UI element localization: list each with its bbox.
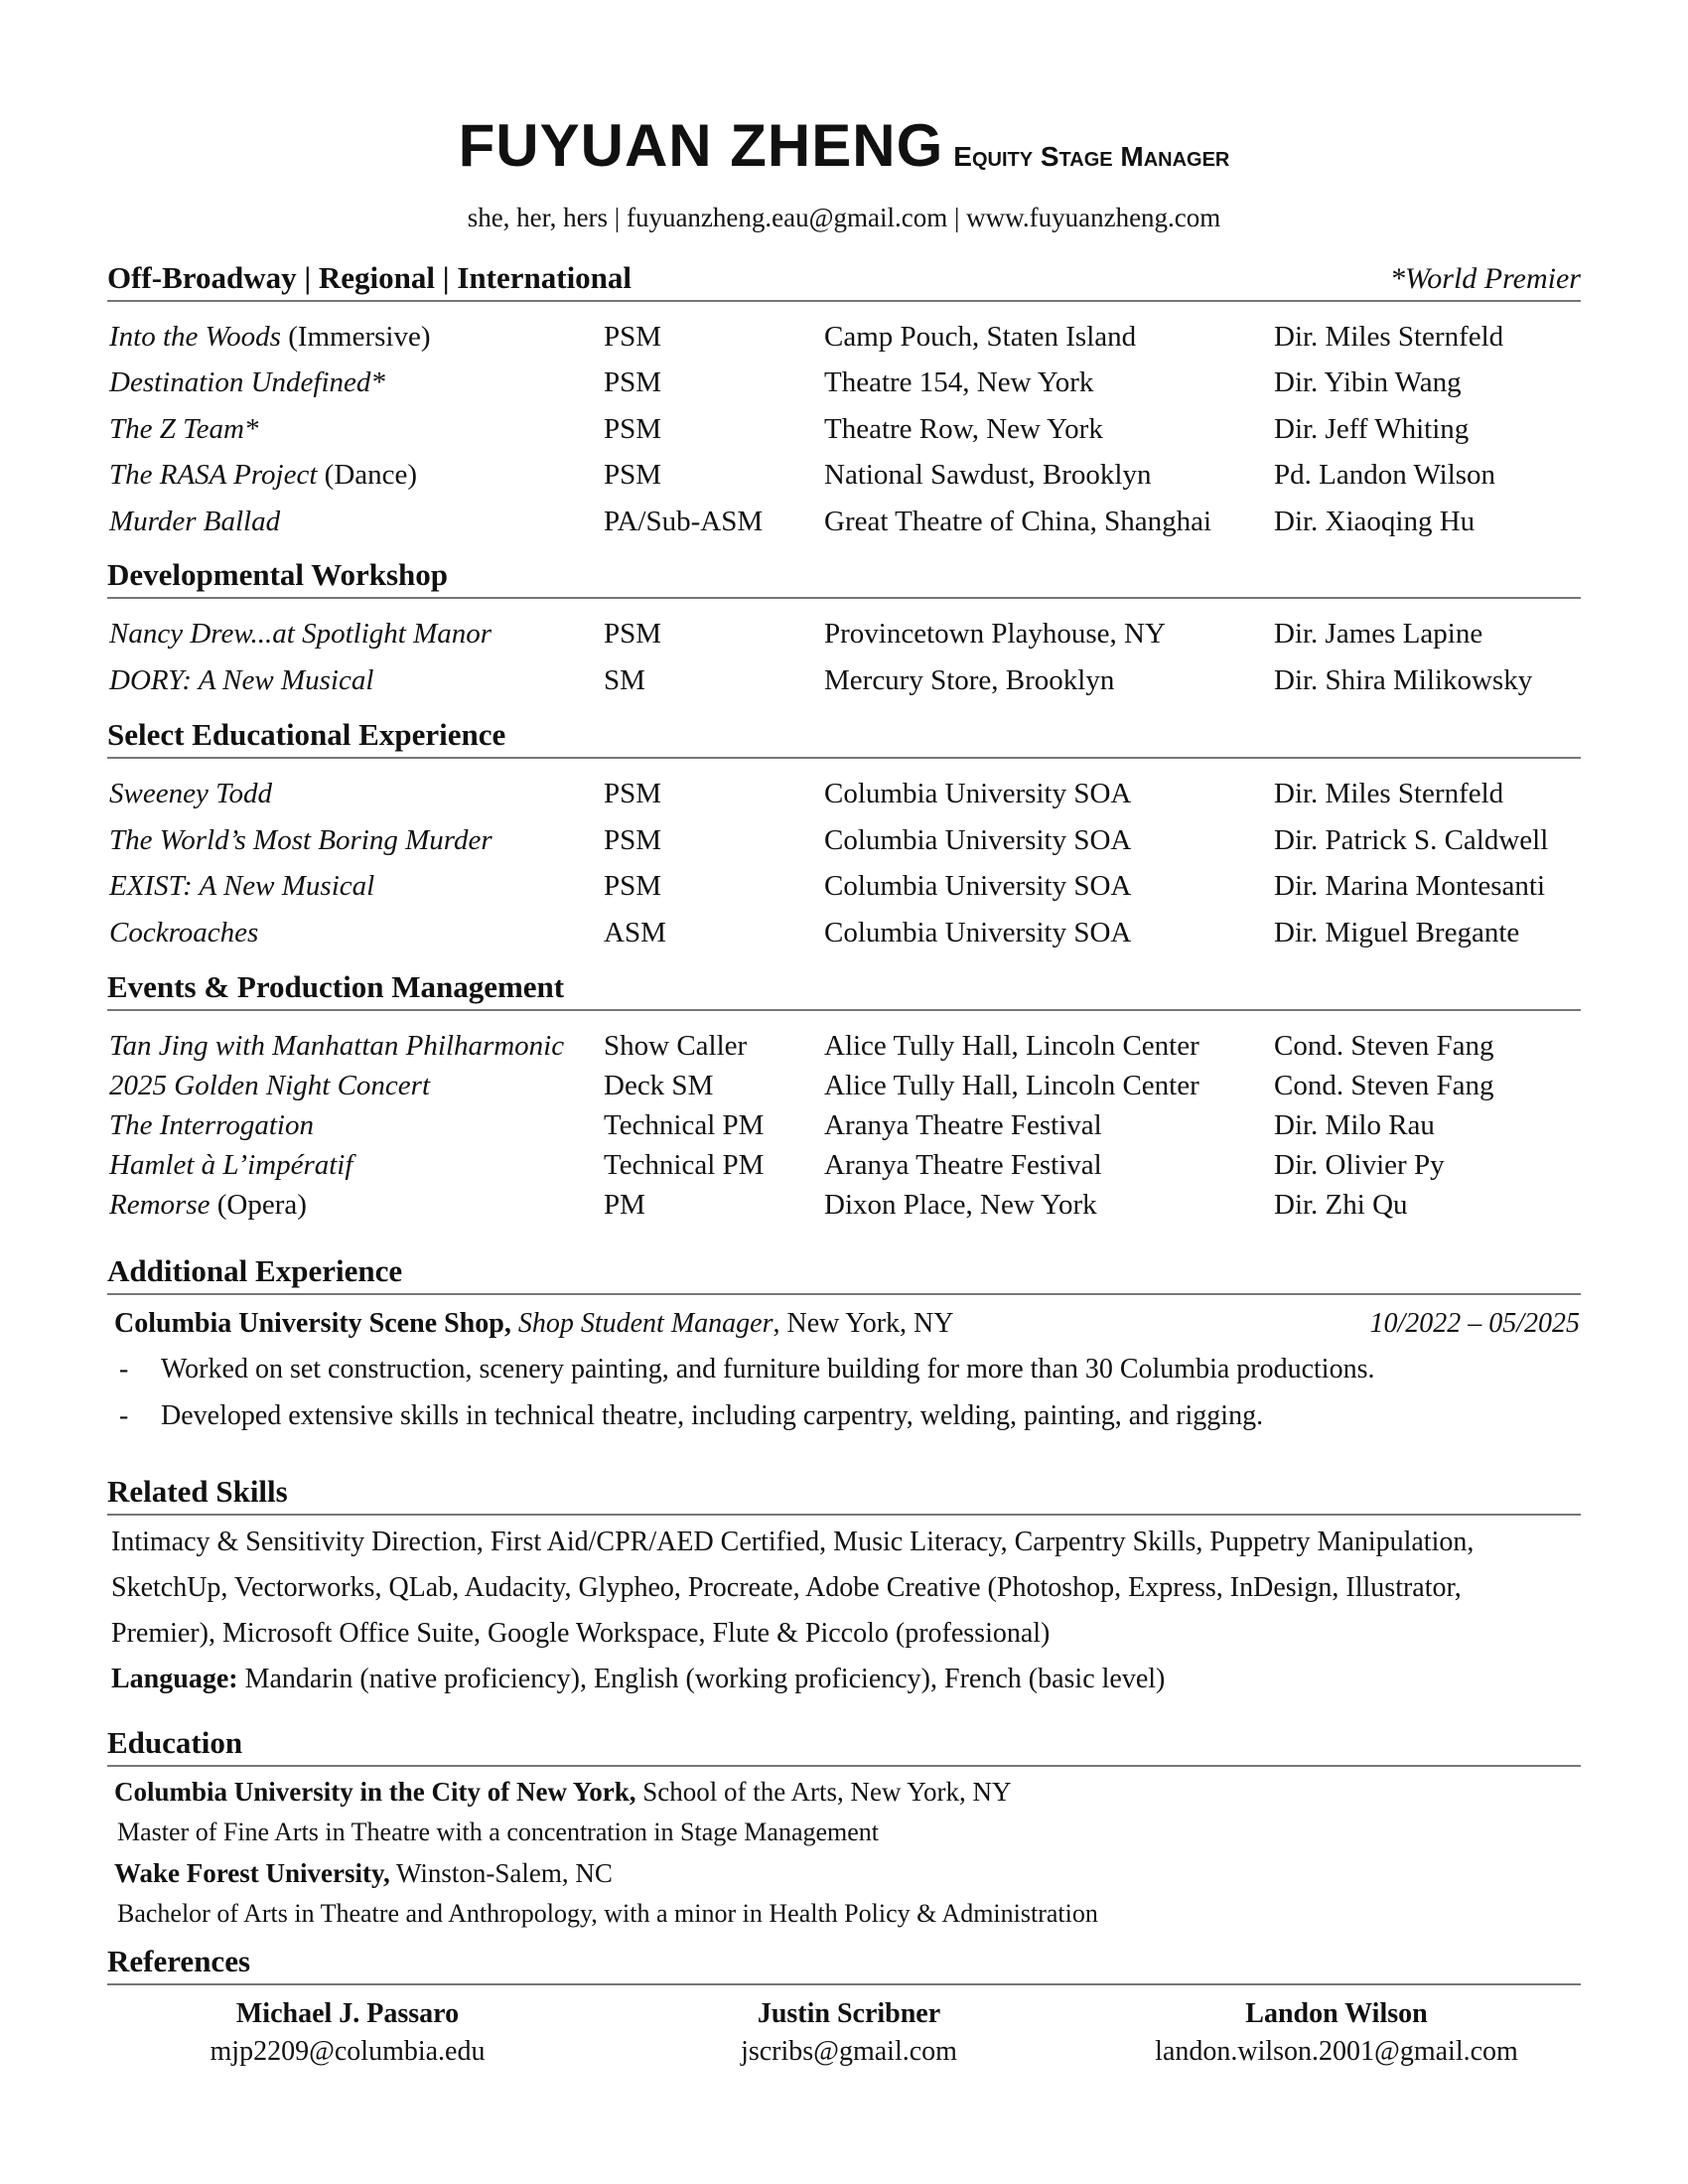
credit-venue: Columbia University SOA <box>824 824 1132 856</box>
job-location: , New York, NY <box>773 1308 954 1339</box>
section-additional-heading <box>107 1253 1581 1295</box>
credit-row <box>0 459 1688 499</box>
credit-role: PSM <box>604 366 662 398</box>
credit-director: Dir. James Lapine <box>1274 618 1483 650</box>
credit-director: Pd. Landon Wilson <box>1274 459 1496 491</box>
section-educational-heading <box>107 717 1581 759</box>
section-title: References <box>107 1944 251 1978</box>
reference-entry <box>99 1998 596 2068</box>
credit-show: The Interrogation <box>109 1109 314 1141</box>
language-label: Language: <box>111 1664 238 1694</box>
education-degree: Bachelor of Arts in Theatre and Anthropology, with a minor in Health Policy & Administration <box>117 1899 1098 1928</box>
credit-show: The RASA Project (Dance) <box>109 459 418 491</box>
credit-venue: Dixon Place, New York <box>824 1189 1097 1221</box>
credit-show: Sweeney Todd <box>109 778 273 809</box>
section-events-heading <box>107 969 1581 1011</box>
credit-row <box>0 1189 1688 1229</box>
credit-row <box>0 1149 1688 1189</box>
credit-show: Destination Undefined* <box>109 366 385 398</box>
credit-venue: Columbia University SOA <box>824 917 1132 948</box>
credit-row <box>0 618 1688 657</box>
reference-email: landon.wilson.2001@gmail.com <box>1155 2036 1518 2067</box>
reference-email: mjp2209@columbia.edu <box>210 2036 486 2067</box>
credit-show: Remorse (Opera) <box>109 1189 307 1221</box>
candidate-title: Equity Stage Manager <box>953 141 1230 172</box>
credit-director: Dir. Miles Sternfeld <box>1274 778 1504 809</box>
credit-venue: Great Theatre of China, Shanghai <box>824 506 1212 537</box>
language-text: Mandarin (native proficiency), English (working proficiency), French (basic level) <box>237 1664 1166 1694</box>
credit-role: Technical PM <box>604 1149 765 1181</box>
credit-show: Hamlet à L’impératif <box>109 1149 353 1181</box>
credit-row <box>0 824 1688 864</box>
job-bullet: - Worked on set construction, scenery painting, and furniture building for more than 30 Columbia productions. <box>119 1354 1375 1384</box>
credit-director: Dir. Milo Rau <box>1274 1109 1435 1141</box>
section-skills-heading <box>107 1474 1581 1516</box>
section-education-heading <box>107 1725 1581 1767</box>
credit-director: Dir. Xiaoqing Hu <box>1274 506 1476 537</box>
credit-director: Dir. Patrick S. Caldwell <box>1274 824 1549 856</box>
credit-role: Technical PM <box>604 1109 765 1141</box>
credit-venue: Aranya Theatre Festival <box>824 1149 1102 1181</box>
credit-venue: Mercury Store, Brooklyn <box>824 664 1115 696</box>
reference-email: jscribs@gmail.com <box>741 2036 957 2067</box>
education-degree: Master of Fine Arts in Theatre with a concentration in Stage Management <box>117 1818 880 1846</box>
credit-row <box>0 506 1688 545</box>
credit-role: PSM <box>604 459 662 491</box>
credit-venue: National Sawdust, Brooklyn <box>824 459 1152 491</box>
credit-venue: Columbia University SOA <box>824 778 1132 809</box>
credit-director: Cond. Steven Fang <box>1274 1030 1494 1062</box>
credit-row <box>0 1030 1688 1070</box>
credit-director: Cond. Steven Fang <box>1274 1070 1494 1101</box>
credit-venue: Alice Tully Hall, Lincoln Center <box>824 1070 1199 1101</box>
credit-row <box>0 664 1688 704</box>
section-title: Off-Broadway | Regional | International <box>107 260 633 295</box>
credit-venue: Aranya Theatre Festival <box>824 1109 1102 1141</box>
credit-row <box>0 778 1688 817</box>
credit-director: Dir. Yibin Wang <box>1274 366 1462 398</box>
credit-show: DORY: A New Musical <box>109 664 374 696</box>
credit-role: PSM <box>604 778 662 809</box>
job-position: Shop Student Manager <box>517 1308 774 1339</box>
reference-name: Justin Scribner <box>757 1998 941 2029</box>
skills-line: Intimacy & Sensitivity Direction, First Aid/CPR/AED Certified, Music Literacy, Carpentry Skills, Puppetry Manipulation, <box>111 1527 1475 1557</box>
reference-name: Landon Wilson <box>1245 1998 1428 2029</box>
credit-show: The Z Team* <box>109 413 259 445</box>
credit-row <box>0 413 1688 453</box>
credit-venue: Columbia University SOA <box>824 870 1132 902</box>
credit-role: PSM <box>604 870 662 902</box>
credit-director: Dir. Miles Sternfeld <box>1274 321 1504 353</box>
credit-show: Nancy Drew...at Spotlight Manor <box>109 618 492 650</box>
credit-role: PA/Sub-ASM <box>604 506 764 537</box>
section-title: Events & Production Management <box>107 969 565 1004</box>
section-workshop-heading <box>107 557 1581 599</box>
job-org: Columbia University Scene Shop, <box>114 1308 511 1339</box>
credit-role: ASM <box>604 917 666 948</box>
reference-entry <box>1088 1998 1585 2068</box>
section-references-heading <box>107 1944 1581 1985</box>
credit-show: The World’s Most Boring Murder <box>109 824 492 856</box>
credit-row <box>0 366 1688 406</box>
credit-show: EXIST: A New Musical <box>109 870 375 902</box>
section-title: Additional Experience <box>107 1253 403 1288</box>
candidate-name: FUYUAN ZHENG <box>458 112 944 179</box>
credit-director: Dir. Miguel Bregante <box>1274 917 1520 948</box>
skills-line: SketchUp, Vectorworks, QLab, Audacity, Glypheo, Procreate, Adobe Creative (Photoshop, Express, InDesign, Illustrator, <box>111 1572 1462 1603</box>
credit-director: Dir. Jeff Whiting <box>1274 413 1470 445</box>
world-premier-note: *World Premier <box>1390 262 1581 295</box>
skills-line: Premier), Microsoft Office Suite, Google Workspace, Flute & Piccolo (professional) <box>111 1618 1051 1649</box>
credit-show: Tan Jing with Manhattan Philharmonic <box>109 1030 565 1062</box>
credit-role: PSM <box>604 321 662 353</box>
credit-row <box>0 321 1688 361</box>
credit-role: PSM <box>604 618 662 650</box>
credit-row <box>0 917 1688 956</box>
education-school: Wake Forest University, Winston-Salem, NC <box>114 1858 613 1888</box>
credit-show: 2025 Golden Night Concert <box>109 1070 431 1101</box>
credit-row <box>0 870 1688 910</box>
credit-venue: Camp Pouch, Staten Island <box>824 321 1137 353</box>
credit-show: Murder Ballad <box>109 506 281 537</box>
section-offbroadway-heading <box>107 260 1581 302</box>
credit-row <box>0 1109 1688 1149</box>
credit-venue: Theatre Row, New York <box>824 413 1103 445</box>
resume-header <box>0 111 1688 180</box>
education-school: Columbia University in the City of New York, School of the Arts, New York, NY <box>114 1777 1012 1807</box>
credit-show: Into the Woods (Immersive) <box>109 321 431 353</box>
section-title: Related Skills <box>107 1474 288 1509</box>
credit-venue: Theatre 154, New York <box>824 366 1094 398</box>
contact-line: she, her, hers | fuyuanzheng.eau@gmail.com | www.fuyuanzheng.com <box>467 203 1221 232</box>
job-entry <box>114 1308 1580 1340</box>
credit-role: Show Caller <box>604 1030 748 1062</box>
reference-name: Michael J. Passaro <box>235 1998 460 2029</box>
language-line <box>111 1664 1165 1695</box>
reference-entry <box>601 1998 1097 2068</box>
credit-director: Dir. Zhi Qu <box>1274 1189 1408 1221</box>
section-title: Select Educational Experience <box>107 717 506 752</box>
credit-role: Deck SM <box>604 1070 714 1101</box>
credit-director: Dir. Marina Montesanti <box>1274 870 1546 902</box>
credit-role: PM <box>604 1189 645 1221</box>
credit-role: PSM <box>604 413 662 445</box>
credit-role: SM <box>604 664 645 696</box>
credit-venue: Alice Tully Hall, Lincoln Center <box>824 1030 1199 1062</box>
job-dates: 10/2022 – 05/2025 <box>1369 1308 1580 1339</box>
job-bullet: - Developed extensive skills in technical theatre, including carpentry, welding, painting, and rigging. <box>119 1400 1264 1431</box>
credit-role: PSM <box>604 824 662 856</box>
section-title: Developmental Workshop <box>107 557 449 592</box>
credit-venue: Provincetown Playhouse, NY <box>824 618 1166 650</box>
credit-show: Cockroaches <box>109 917 259 948</box>
section-title: Education <box>107 1725 243 1760</box>
credit-director: Dir. Olivier Py <box>1274 1149 1445 1181</box>
credit-director: Dir. Shira Milikowsky <box>1274 664 1533 696</box>
credit-row <box>0 1070 1688 1109</box>
